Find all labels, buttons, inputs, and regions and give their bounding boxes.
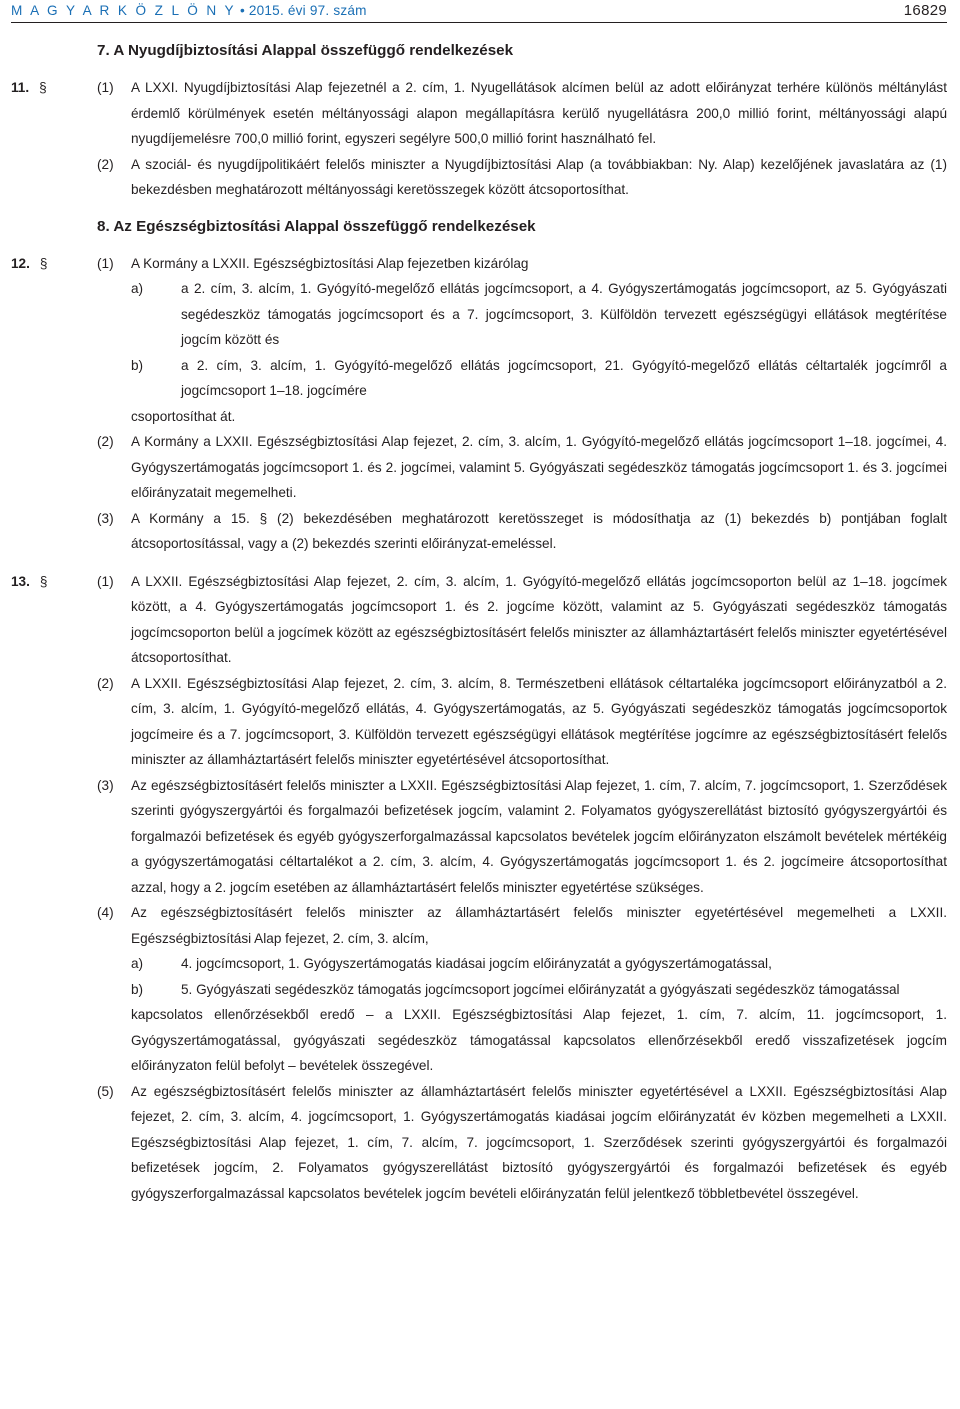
subsection-text: A Kormány a LXXII. Egészségbiztosítási Alap fejezetben kizárólag: [131, 255, 529, 271]
section-title: 7. A Nyugdíjbiztosítási Alappal összefüggő rendelkezések: [97, 42, 514, 59]
subsection-number: (1): [97, 80, 114, 95]
list-item-text: 5. Gyógyászati segédeszköz támogatás jogcímcsoport jogcímei előirányzatát a gyógyászati segédeszköz támogatással: [181, 981, 900, 997]
subsection-number: (3): [97, 777, 114, 793]
subsection-number: (1): [97, 255, 114, 271]
subsection-text: A LXXII. Egészségbiztosítási Alap fejezet, 2. cím, 3. alcím, 1. Gyógyító-megelőző ellátás jogcímcsoporton belül az 1–18. jogcímek között, a 4. Gyógyszertámogatás jogcímcsoport 1. és 2. jogcíme között, valamint az 5. Gyógyászati segédeszköz támogatás jogcímcsoporton belül a jogcímek között az egészségbiztosításért felelős miniszter az államháztartásért felelős miniszter egyetértésével átcsoportosíthat.: [131, 573, 947, 665]
subsection-text: A LXXII. Egészségbiztosítási Alap fejezet, 2. cím, 3. alcím, 8. Természetbeni ellátások céltartaléka jogcímcsoport előirányzatból a 2. cím, 3. alcím, 1. Gyógyító-megelőző ellátás, 4. Gyógyszertámogatás, az 5. Gyógyászati segédeszköz támogatás jogcímcsoportok jogcímeire és a 7. jogcímcsoport, 3. Külföldön tervezett egészségügyi ellátások megtérítése jogcímre az egészségbiztosításért felelős miniszter az államháztartásért felelős miniszter egyetértésével átcsoportosíthat.: [131, 675, 947, 767]
paragraph: [11, 75, 947, 203]
document-body: [11, 37, 947, 1206]
subsection-number: (3): [97, 510, 114, 526]
paragraph-number-cell: [11, 569, 97, 1207]
subsection: [97, 152, 947, 203]
list-item: [131, 977, 947, 1003]
paragraph-number-cell: [11, 75, 97, 203]
paragraph-spacer: [11, 557, 947, 569]
section-symbol: §: [39, 80, 47, 95]
list-item-text: 4. jogcímcsoport, 1. Gyógyszertámogatás kiadásai jogcím előirányzatát a gyógyszertámogatással,: [181, 956, 772, 971]
list-item-label: a): [131, 956, 144, 971]
subsection-text: Az egészségbiztosításért felelős miniszter a LXXII. Egészségbiztosítási Alap fejezet, 1. cím, 7. alcím, 7. jogcímcsoport, 1. Szerződések szerinti gyógyszergyártói és forgalmazói befizetések jogcím, valamint 2. Folyamatos gyógyszerellátást biztosító gyógyszergyártói és forgalmazói befizetések és egyéb gyógyszerforgalmazással kapcsolatos bevételek jogcím előirányzaton elszámolt bevételek mértékéig a gyógyszertámogatási céltartalékot a 2. cím, 3. alcím, 4. Gyógyszertámogatás jogcímcsoport 1. és 2. jogcímeire átcsoportosíthat azzal, hogy a 2. jogcím esetében az államháztartásért felelős miniszter egyetértése szükséges.: [131, 777, 947, 895]
paragraph: [11, 569, 947, 1207]
subsection-number: (4): [97, 905, 114, 920]
subsection-text: A Kormány a LXXII. Egészségbiztosítási Alap fejezet, 2. cím, 3. alcím, 1. Gyógyító-megelőző ellátás jogcímcsoport 1–18. jogcímei, 4. Gyógyszertámogatás jogcímcsoport 1. és 2. jogcímei, valamint 5. Gyógyászati segédeszköz támogatás jogcímcsoport 1. és 3. jogcímei előirányzatait megemelheti.: [131, 434, 947, 500]
paragraph-number-cell: [11, 251, 97, 557]
subsection-text: Az egészségbiztosításért felelős miniszter az államháztartásért felelős miniszter egyetértésével megemelheti a LXXII. Egészségbiztosítási Alap fejezet, 2. cím, 3. alcím,: [131, 905, 947, 946]
subsection: [97, 773, 947, 901]
page-number: 16829: [903, 2, 947, 20]
subsection-text: A LXXI. Nyugdíjbiztosítási Alap fejezetnél a 2. cím, 1. Nyugellátások alcímen belül az adott előirányzat terhére különös méltánylást érdemlő körülmények esetén méltányossági alapon megállapításra kerülő nyugellátásra 200,0 millió forint, méltányossági alapú nyugdíjemelésre 700,0 millió forint, egyszeri segélyre 500,0 millió forint használható fel.: [131, 80, 947, 146]
section-title: 8. Az Egészségbiztosítási Alappal összefüggő rendelkezések: [97, 217, 536, 235]
journal-heading: [11, 0, 367, 24]
subsection: [97, 569, 947, 671]
subsection-continuation: kapcsolatos ellenőrzésekből eredő – a LXXII. Egészségbiztosítási Alap fejezet, 1. cím, 7. alcím, 11. jogcímcsoport, 1. Gyógyszertámogatással, gyógyászati segédeszköz támogatással kapcsolatos ellenőrzésekből eredő visszafizetések jogcím előirányzaton felül befolyt – bevételek összegével.: [131, 1007, 947, 1073]
subsection: [97, 75, 947, 152]
subsection-text: A Kormány a 15. § (2) bekezdésében meghatározott keretösszeget is módosíthatja az (1) bekezdés b) pontjában foglalt átcsoportosítással, vagy a (2) bekezdés szerinti előirányzat-emeléssel.: [131, 510, 947, 551]
journal-name: M A G Y A R K Ö Z L Ö N Y: [11, 3, 236, 19]
list-item: [131, 353, 947, 404]
subsection: [97, 506, 947, 557]
paragraph-number: 13.: [11, 573, 30, 589]
subsection-text: A szociál- és nyugdíjpolitikáért felelős miniszter a Nyugdíjbiztosítási Alap (a továbbiakban: Ny. Alap) kezelőjének javaslatára az (1) bekezdésben meghatározott méltányossági keretösszegek között átcsoportosíthat.: [131, 156, 947, 197]
subsection-number: (2): [97, 434, 114, 449]
subsection-number: (5): [97, 1083, 114, 1099]
subsection: [97, 251, 947, 277]
subsection-text: Az egészségbiztosításért felelős miniszter az államháztartásért felelős miniszter egyetértésével a LXXII. Egészségbiztosítási Alap fejezet, 2. cím, 3. alcím, 4. jogcímcsoport, 1. Gyógyszertámogatás kiadásai jogcím előirányzatát év közben megemelheti a LXXII. Egészségbiztosítási Alap fejezet, 1. cím, 7. alcím, 7. jogcímcsoport, 1. Szerződések szerinti gyógyszergyártói és forgalmazói befizetések jogcím, 2. Folyamatos gyógyszerellátást biztosító gyógyszergyártói és forgalmazói befizetések és egyéb gyógyszerforgalmazással kapcsolatos bevételek jogcím bevételi előirányzatán felül jelentkező többletbevétel összegével.: [131, 1083, 947, 1201]
paragraph-body: [97, 569, 947, 1207]
journal-issue: 2015. évi 97. szám: [248, 3, 367, 19]
subsection-number: (2): [97, 675, 114, 691]
paragraph-body: [97, 251, 947, 557]
list-item: [131, 276, 947, 353]
paragraph: [11, 251, 947, 557]
list-item-label: b): [131, 981, 144, 997]
subsection-continuation: csoportosíthat át.: [131, 408, 236, 424]
list-item-text: a 2. cím, 3. alcím, 1. Gyógyító-megelőző ellátás jogcímcsoport, a 4. Gyógyszertámogatás jogcímcsoport, az 5. Gyógyászati segédeszköz támogatás jogcímcsoport és a 7. jogcímcsoport, 3. Külföldön tervezett egészségügyi ellátások megtérítése jogcím között és: [181, 281, 947, 347]
subsection: [97, 429, 947, 506]
section-symbol: §: [39, 255, 48, 271]
section-symbol: §: [39, 573, 48, 589]
list-item-label: a): [131, 281, 144, 296]
list-item-label: b): [131, 357, 144, 373]
paragraph-body: [97, 75, 947, 203]
list-item: [131, 951, 947, 977]
paragraph-number: 11.: [11, 80, 30, 95]
page-header: [11, 0, 947, 23]
list-item-text: a 2. cím, 3. alcím, 1. Gyógyító-megelőző ellátás jogcímcsoport, 21. Gyógyító-megelőző ellátás céltartalék jogcímről a jogcímcsoport 1–18. jogcímére: [181, 357, 947, 398]
subsection: [97, 900, 947, 951]
subsection-number: (2): [97, 156, 114, 172]
paragraph-number: 12.: [11, 255, 30, 271]
subsection: [97, 1079, 947, 1207]
header-bullet: •: [239, 3, 245, 19]
subsection-number: (1): [97, 573, 114, 589]
subsection: [97, 671, 947, 773]
